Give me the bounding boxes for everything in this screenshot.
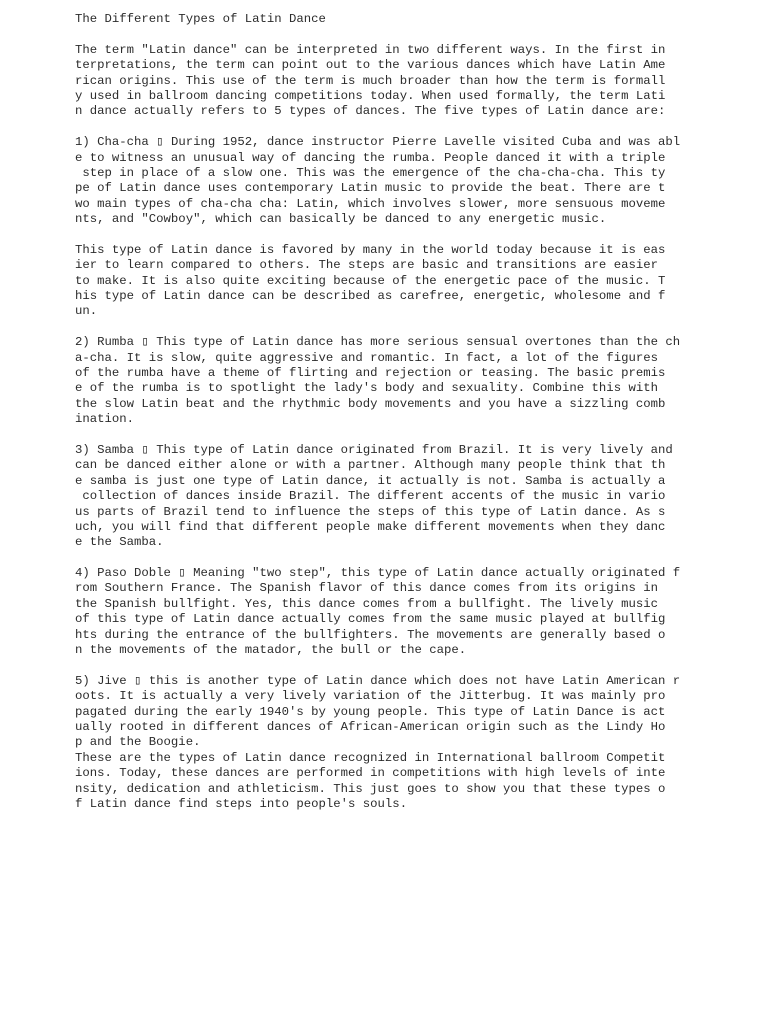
text-line: This type of Latin dance is favored by many in the world today because it is eas — [75, 242, 666, 257]
text-line: rican origins. This use of the term is much broader than how the term is formall — [75, 73, 666, 88]
text-line: collection of dances inside Brazil. The different accents of the music in vario — [75, 489, 666, 504]
text-line: y used in ballroom dancing competitions today. When used formally, the term Lati — [75, 88, 666, 103]
spacer — [75, 27, 695, 42]
text-line: his type of Latin dance can be described as carefree, energetic, wholesome and f — [75, 289, 666, 304]
text-line: nsity, dedication and athleticism. This just goes to show you that these types o — [75, 781, 666, 796]
text-line: ination. — [75, 412, 135, 427]
paragraph-paso-doble — [75, 566, 695, 658]
text-line: 1) Cha-cha ▯ During 1952, dance instructor Pierre Lavelle visited Cuba and was abl — [75, 135, 681, 150]
text-line: nts, and "Cowboy", which can basically be danced to any energetic music. — [75, 212, 607, 227]
text-line: uch, you will find that different people make different movements when they danc — [75, 519, 666, 534]
text-line: The term "Latin dance" can be interpreted in two different ways. In the first in — [75, 42, 666, 57]
text-line: e to witness an unusual way of dancing the rumba. People danced it with a triple — [75, 150, 666, 165]
text-line: e samba is just one type of Latin dance, it actually is not. Samba is actually a — [75, 473, 666, 488]
text-line: oots. It is actually a very lively variation of the Jitterbug. It was mainly pro — [75, 689, 666, 704]
spacer — [75, 551, 695, 566]
text-line: ions. Today, these dances are performed in competitions with high levels of inte — [75, 766, 666, 781]
paragraph-chacha — [75, 135, 695, 227]
spacer — [75, 658, 695, 673]
text-line: of this type of Latin dance actually comes from the same music played at bullfig — [75, 612, 666, 627]
text-line: pe of Latin dance uses contemporary Latin music to provide the beat. There are t — [75, 181, 666, 196]
text-line: to make. It is also quite exciting because of the energetic pace of the music. T — [75, 273, 666, 288]
text-line: n dance actually refers to 5 types of dances. The five types of Latin dance are: — [75, 104, 666, 119]
text-line: us parts of Brazil tend to influence the steps of this type of Latin dance. As s — [75, 504, 666, 519]
text-line: ier to learn compared to others. The steps are basic and transitions are easier — [75, 258, 658, 273]
paragraph-chacha-favor — [75, 243, 695, 320]
spacer — [75, 428, 695, 443]
text-line: 5) Jive ▯ this is another type of Latin dance which does not have Latin American r — [75, 673, 681, 688]
text-line: f Latin dance find steps into people's souls. — [75, 796, 408, 811]
paragraph-jive — [75, 674, 695, 751]
text-line: 2) Rumba ▯ This type of Latin dance has more serious sensual overtones than the ch — [75, 335, 681, 350]
text-line: e of the rumba is to spotlight the lady's body and sexuality. Combine this with — [75, 381, 658, 396]
document-page — [75, 12, 695, 812]
text-line: rom Southern France. The Spanish flavor of this dance comes from its origins in — [75, 581, 658, 596]
text-line: step in place of a slow one. This was the emergence of the cha-cha-cha. This ty — [75, 165, 666, 180]
text-line: wo main types of cha-cha cha: Latin, which involves slower, more sensuous moveme — [75, 196, 666, 211]
text-line: of the rumba have a theme of flirting and rejection or teasing. The basic premis — [75, 365, 666, 380]
paragraph-intro — [75, 43, 695, 120]
paragraph-samba — [75, 443, 695, 551]
text-line: p and the Boogie. — [75, 735, 201, 750]
text-line: ually rooted in different dances of African-American origin such as the Lindy Ho — [75, 719, 666, 734]
spacer — [75, 320, 695, 335]
spacer — [75, 227, 695, 242]
text-line: a-cha. It is slow, quite aggressive and romantic. In fact, a lot of the figures — [75, 350, 658, 365]
text-line: n the movements of the matador, the bull or the cape. — [75, 643, 467, 658]
text-line: These are the types of Latin dance recognized in International ballroom Competit — [75, 750, 666, 765]
text-line: the slow Latin beat and the rhythmic body movements and you have a sizzling comb — [75, 396, 666, 411]
text-line: the Spanish bullfight. Yes, this dance comes from a bullfight. The lively music — [75, 596, 658, 611]
text-line: 3) Samba ▯ This type of Latin dance originated from Brazil. It is very lively and — [75, 442, 673, 457]
text-line: un. — [75, 304, 98, 319]
text-line: terpretations, the term can point out to the various dances which have Latin Ame — [75, 58, 666, 73]
spacer — [75, 120, 695, 135]
text-line: 4) Paso Doble ▯ Meaning "two step", this type of Latin dance actually originated f — [75, 566, 681, 581]
paragraph-conclusion — [75, 751, 695, 813]
text-line: e the Samba. — [75, 535, 164, 550]
paragraph-rumba — [75, 335, 695, 427]
text-line: pagated during the early 1940's by young people. This type of Latin Dance is act — [75, 704, 666, 719]
text-line: can be danced either alone or with a partner. Although many people think that th — [75, 458, 666, 473]
text-line: hts during the entrance of the bullfighters. The movements are generally based o — [75, 627, 666, 642]
document-title: The Different Types of Latin Dance — [75, 12, 326, 26]
